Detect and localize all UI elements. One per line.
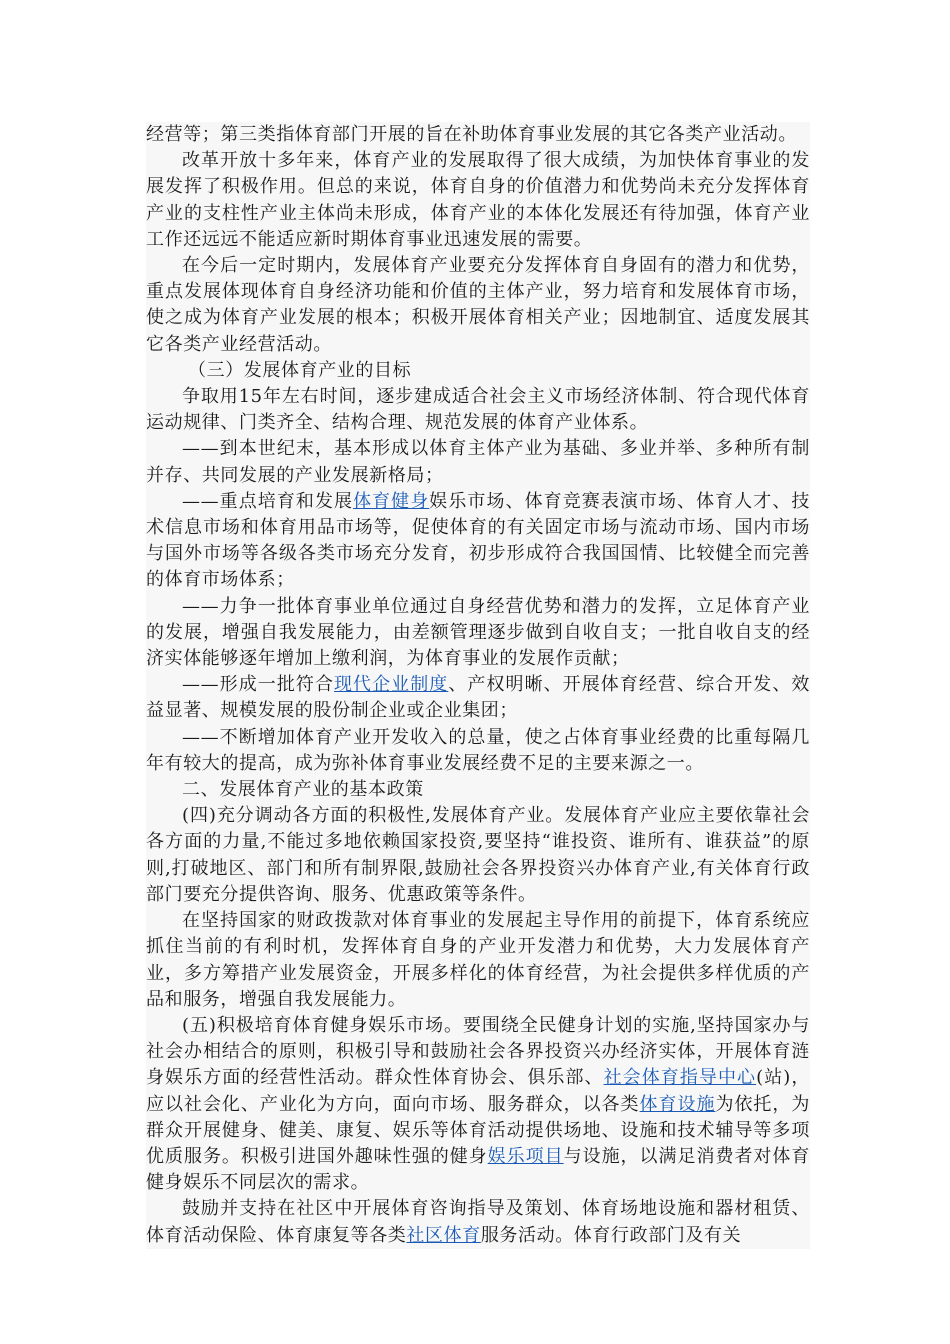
text-run: 为依托，为群众开展健身、健美、康复、娱乐等体育活动提供场地、设施和技术辅导等多项优质服务。积极引进国外趣味性强的健身 <box>146 1093 810 1167</box>
hyperlink[interactable]: 体育设施 <box>639 1093 716 1115</box>
paragraph <box>146 489 810 594</box>
text-run: ——形成一批符合 <box>182 674 334 696</box>
text-run: (四)充分调动各方面的积极性,发展体育产业。发展体育产业应主要依靠社会各方面的力量,不能过多地依赖国家投资,要坚持“谁投资、谁所有、谁获益”的原则,打破地区、部门和所有制界限,鼓励社会各界投资兴办体育产业,有关体育行政部门要充分提供咨询、服务、优惠政策等条件。 <box>146 805 810 905</box>
text-run: 鼓励并支持在社区中开展体育咨询指导及策划、体育场地设施和器材租赁、体育活动保险、体育康复等各类 <box>146 1198 810 1246</box>
text-run: (五)积极培育体育健身娱乐市场。要围绕全民健身计划的实施,坚持国家办与社会办相结合的原则，积极引导和鼓励社会各界投资兴办经济实体，开展体育涟身娱乐方面的经营性活动。群众性体育协会、俱乐部、 <box>146 1014 810 1089</box>
paragraph <box>146 253 810 358</box>
paragraph <box>146 384 810 436</box>
text-run: （三）发展体育产业的目标 <box>188 359 412 381</box>
text-run: (站)，应以社会化、产业化为方向，面向市场、服务群众，以各类 <box>146 1067 810 1115</box>
paragraph <box>146 1013 810 1196</box>
text-run: 经营等；第三类指体育部门开展的旨在补助体育事业发展的其它各类产业活动。 <box>146 124 797 145</box>
text-run: ——到本世纪末，基本形成以体育主体产业为基础、多业并举、多种所有制并存、共同发展的产业发展新格局； <box>146 438 810 486</box>
hyperlink[interactable]: 娱乐项目 <box>487 1145 564 1167</box>
paragraph <box>146 436 810 488</box>
text-run: 争取用15年左右时间，逐步建成适合社会主义市场经济体制、符合现代体育运动规律、门类齐全、结构合理、规范发展的体育产业体系。 <box>146 386 810 434</box>
hyperlink[interactable]: 社会体育指导中心 <box>603 1067 757 1089</box>
document-body <box>146 122 810 1249</box>
paragraph <box>146 725 810 777</box>
text-run: ——力争一批体育事业单位通过自身经营优势和潜力的发挥，立足体育产业的发展，增强自我发展能力，由差额管理逐步做到自收自支；一批自收自支的经济实体能够逐年增加上缴利润，为体育事业的发展作贡献； <box>146 595 810 670</box>
text-run: 、产权明晰、开展体育经营、综合开发、效益显著、规模发展的股份制企业或企业集团； <box>146 674 810 722</box>
hyperlink[interactable]: 社区体育 <box>406 1224 481 1246</box>
text-run: 服务活动。体育行政部门及有关 <box>480 1224 742 1246</box>
paragraph <box>146 148 810 253</box>
paragraph <box>146 672 810 724</box>
section-heading <box>146 777 810 803</box>
paragraph <box>146 908 810 1013</box>
paragraph <box>146 803 810 908</box>
hyperlink[interactable]: 现代企业制度 <box>334 674 449 696</box>
hyperlink[interactable]: 体育健身 <box>353 490 430 512</box>
text-run: ——重点培育和发展 <box>182 490 354 512</box>
text-run: 在今后一定时期内，发展体育产业要充分发挥体育自身固有的潜力和优势，重点发展体现体育自身经济功能和价值的主体产业，努力培育和发展体育市场，使之成为体育产业发展的根本；积极开展体育相关产业；因地制宜、适度发展其它各类产业经营活动。 <box>146 255 810 355</box>
text-run: 改革开放十多年来，体育产业的发展取得了很大成绩，为加快体育事业的发展发挥了积极作用。但总的来说，体育自身的价值潜力和优势尚未充分发挥体育产业的支柱性产业主体尚未形成，体育产业的本体化发展还有待加强，体育产业工作还远远不能适应新时期体育事业迅速发展的需要。 <box>146 150 810 250</box>
text-run: 二、发展体育产业的基本政策 <box>182 779 424 801</box>
text-run: 娱乐市场、体育竞赛表演市场、体育人才、技术信息市场和体育用品市场等，促使体育的有关固定市场与流动市场、国内市场与国外市场等各级各类市场充分发育，初步形成符合我国国情、比较健全而完善的体育市场体系； <box>146 490 810 591</box>
paragraph <box>146 594 810 673</box>
text-run: 在坚持国家的财政拨款对体育事业的发展起主导作用的前提下，体育系统应抓住当前的有利时机，发挥体育自身的产业开发潜力和优势，大力发展体育产业，多方筹措产业发展资金，开展多样化的体育经营，为社会提供多样优质的产品和服务，增强自我发展能力。 <box>146 910 810 1010</box>
paragraph <box>146 122 810 148</box>
section-heading <box>146 358 810 384</box>
text-run: ——不断增加体育产业开发收入的总量，使之占体育事业经费的比重每隔几年有较大的提高，成为弥补体育事业发展经费不足的主要来源之一。 <box>146 726 810 774</box>
paragraph <box>146 1196 810 1248</box>
text-run: 与设施，以满足消费者对体育健身娱乐不同层次的需求。 <box>146 1145 810 1194</box>
